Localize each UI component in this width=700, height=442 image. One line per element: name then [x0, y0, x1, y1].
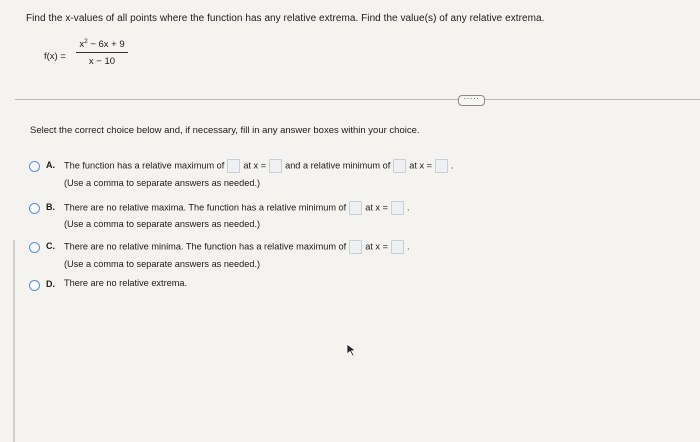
divider: [15, 99, 700, 100]
choice-d-radio[interactable]: [29, 280, 40, 291]
choice-b-min-x-input[interactable]: [391, 201, 404, 215]
function-label: f(x) =: [44, 51, 66, 62]
question-text: Find the x-values of all points where the function has any relative extrema. Find the value(s) of any relative extrema.: [26, 13, 545, 24]
function-fraction: [76, 38, 128, 67]
choice-c-radio[interactable]: [29, 242, 40, 253]
choice-b-note: (Use a comma to separate answers as needed.): [64, 219, 261, 229]
numerator: $x^2 - 6x + 9$: [76, 38, 128, 53]
mouse-cursor-icon: [346, 343, 358, 357]
choice-d-text: There are no relative extrema.: [64, 278, 188, 288]
instruction-text: Select the correct choice below and, if necessary, fill in any answer boxes within your choice.: [30, 125, 420, 136]
choice-b-min-value-input[interactable]: [349, 201, 362, 215]
choice-c-max-x-input[interactable]: [391, 240, 404, 254]
choice-a-letter: A.: [46, 160, 55, 170]
expand-more-button[interactable]: ·····: [458, 95, 485, 106]
choice-b-radio[interactable]: [29, 203, 40, 214]
choice-c-max-value-input[interactable]: [349, 240, 362, 254]
choice-b-text: There are no relative maxima. The function has a relative minimum of at x = .: [64, 201, 410, 215]
choice-b-letter: B.: [46, 202, 55, 212]
choice-a-text: The function has a relative maximum of at x = and a relative minimum of at x = .: [64, 159, 454, 173]
choice-a-radio[interactable]: [29, 161, 40, 172]
choice-a-max-x-input[interactable]: [269, 159, 282, 173]
choice-a-min-value-input[interactable]: [393, 159, 406, 173]
choice-a-max-value-input[interactable]: [227, 159, 240, 173]
left-rule: [13, 240, 15, 442]
choice-a-min-x-input[interactable]: [435, 159, 448, 173]
denominator: x − 10: [88, 56, 116, 67]
choice-d-letter: D.: [46, 279, 55, 289]
choice-a-note: (Use a comma to separate answers as needed.): [64, 178, 261, 188]
choice-c-note: (Use a comma to separate answers as needed.): [64, 259, 261, 269]
choice-c-letter: C.: [46, 241, 55, 251]
choice-c-text: There are no relative minima. The function has a relative maximum of at x = .: [64, 240, 410, 254]
